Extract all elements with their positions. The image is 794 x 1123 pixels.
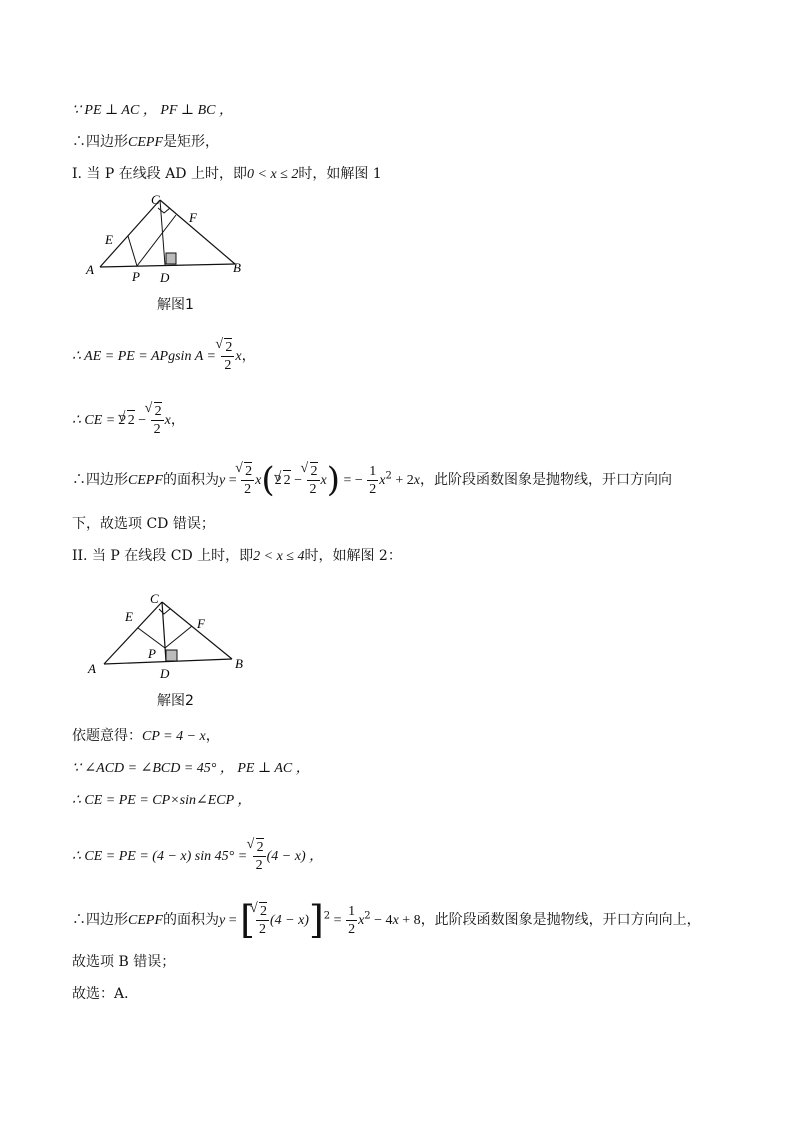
- figure-2: [80, 588, 260, 684]
- math-cp: CP = 4 − x: [142, 729, 206, 744]
- text-post: ，: [205, 728, 220, 744]
- num-1: 1: [348, 903, 356, 919]
- text-pre: ∴四边形: [72, 472, 128, 488]
- frac-sqrt2-over-2: [151, 402, 164, 438]
- text-post: ，此阶段函数图象是抛物线，开口方向向: [420, 472, 673, 488]
- math-angles: ∵ ∠ACD = ∠BCD = 45° ， PE ⊥ AC ，: [72, 761, 310, 776]
- sqrt-2: √ 2: [244, 462, 252, 480]
- figure-1: [80, 192, 260, 288]
- label-e: E: [105, 232, 113, 247]
- math-pre: ∴ CE = 2: [72, 413, 126, 428]
- given-text: ∵ PE ⊥ AC ， PF ⊥ BC ，: [72, 103, 233, 118]
- math-post: (4 − x) ，: [266, 849, 324, 864]
- figure-2-caption: 解图2: [157, 693, 194, 709]
- label-c: C: [150, 591, 159, 606]
- line-case-2: [72, 546, 402, 567]
- frac-half: [367, 463, 378, 498]
- label-p: P: [148, 646, 156, 661]
- line-given-perpendiculars: [72, 100, 233, 121]
- line-answer: 故选：A．: [72, 986, 139, 1002]
- label-f: F: [189, 210, 197, 225]
- text-post: 是矩形，: [163, 134, 219, 150]
- sqrt-2: √ 2: [310, 462, 318, 480]
- den-2: 2: [244, 482, 252, 497]
- sqrt-2: √ 2: [154, 402, 162, 420]
- text-mid: 的面积为: [163, 472, 219, 488]
- label-a: A: [86, 262, 94, 277]
- frac-sqrt2-over-2: [253, 838, 266, 874]
- line-ae-pe: ∴ AE = PE = APgsin A = √ $\frac{2}{2}$ x，: [72, 338, 256, 374]
- line-area-2: ∴四边形CEPF的面积为y = [ √ $\frac{2}{2}$ (4 − x)]$^2$ = $\frac{1}{2}$ $x^2 - 4x + 8$，此阶段函数图象是抛物线，开口方向向上，: [72, 900, 701, 940]
- sqrt-2: √ 2: [127, 410, 135, 431]
- text-pre: ∴四边形: [72, 134, 128, 150]
- text-mid: 的面积为: [163, 912, 219, 928]
- sqrt-2: √ 2: [256, 838, 264, 856]
- math-pre: ∴ CE = PE = (4 − x) sin 45° =: [72, 849, 248, 864]
- text-pre: I. 当 P 在线段 AD 上时，即: [72, 166, 247, 182]
- den-2: 2: [153, 422, 161, 437]
- line-ce-value: [72, 838, 323, 874]
- den-2: 2: [255, 858, 263, 873]
- line-rectangle: [72, 132, 219, 153]
- den-2: 2: [309, 482, 317, 497]
- label-e: E: [125, 609, 133, 624]
- text-post: 时，如解图 2：: [304, 548, 402, 564]
- line-case-1: [72, 164, 382, 185]
- sqrt-2: √ 2: [224, 338, 232, 356]
- frac-sqrt2-over-2: [221, 338, 234, 374]
- var-cepf: CEPF: [128, 913, 163, 928]
- figure-1-caption: 解图1: [157, 297, 194, 313]
- line-ce-sin: [72, 790, 251, 811]
- math-pre: ∴ AE = PE = APg: [72, 349, 176, 364]
- label-b: B: [233, 260, 241, 275]
- den-2: 2: [224, 358, 232, 373]
- var-cepf: CEPF: [128, 473, 163, 488]
- label-b: B: [235, 656, 243, 671]
- math-range-2: 2 < x ≤ 4: [253, 549, 305, 564]
- label-c: C: [151, 192, 160, 207]
- line-conclusion-2: 故选项 B 错误；: [72, 954, 176, 970]
- frac-b: [307, 462, 320, 498]
- text-pre: ∴四边形: [72, 912, 128, 928]
- label-a: A: [88, 661, 96, 676]
- math-ce-sin: ∴ CE = PE = CP×sin∠ECP ，: [72, 793, 252, 808]
- den-2: 2: [369, 481, 377, 497]
- line-area-1: ∴四边形CEPF的面积为y = √ $\frac{2}{2}$ x(2√ 2 − √ $\frac{2}{2}$ x) = − $\frac{1}{2}$ $x^2 + 2x$，此阶段函数图象是抛物线，开口方向向: [72, 460, 672, 500]
- frac-half: [346, 903, 357, 938]
- den-2: 2: [348, 921, 356, 937]
- line-conclusion-1: 下，故选项 CD 错误；: [72, 516, 215, 532]
- math-range-1: 0 < x ≤ 2: [247, 167, 299, 182]
- num-1: 1: [369, 463, 377, 479]
- label-f: F: [197, 616, 205, 631]
- math-sin: sin A =: [175, 349, 216, 364]
- line-ce: ∴ CE = 2√ 2 − √ $\frac{2}{2}$ x，: [72, 402, 185, 438]
- sqrt-2: √ 2: [259, 902, 267, 920]
- line-angles: [72, 758, 310, 779]
- line-cp: [72, 726, 220, 747]
- frac-a: [241, 462, 254, 498]
- label-p: P: [132, 269, 140, 284]
- den-2: 2: [258, 922, 266, 937]
- text-post: 时，如解图 1: [298, 166, 382, 182]
- frac-c: [256, 902, 269, 938]
- label-d: D: [160, 270, 170, 285]
- sqrt-2: √ 2: [283, 470, 291, 491]
- text-pre: II. 当 P 在线段 CD 上时，即: [72, 548, 254, 564]
- label-d: D: [160, 666, 170, 681]
- text-pre: 依题意得：: [72, 728, 142, 744]
- text-post: ，此阶段函数图象是抛物线，开口方向向上，: [420, 912, 701, 928]
- var-cepf: CEPF: [128, 135, 163, 150]
